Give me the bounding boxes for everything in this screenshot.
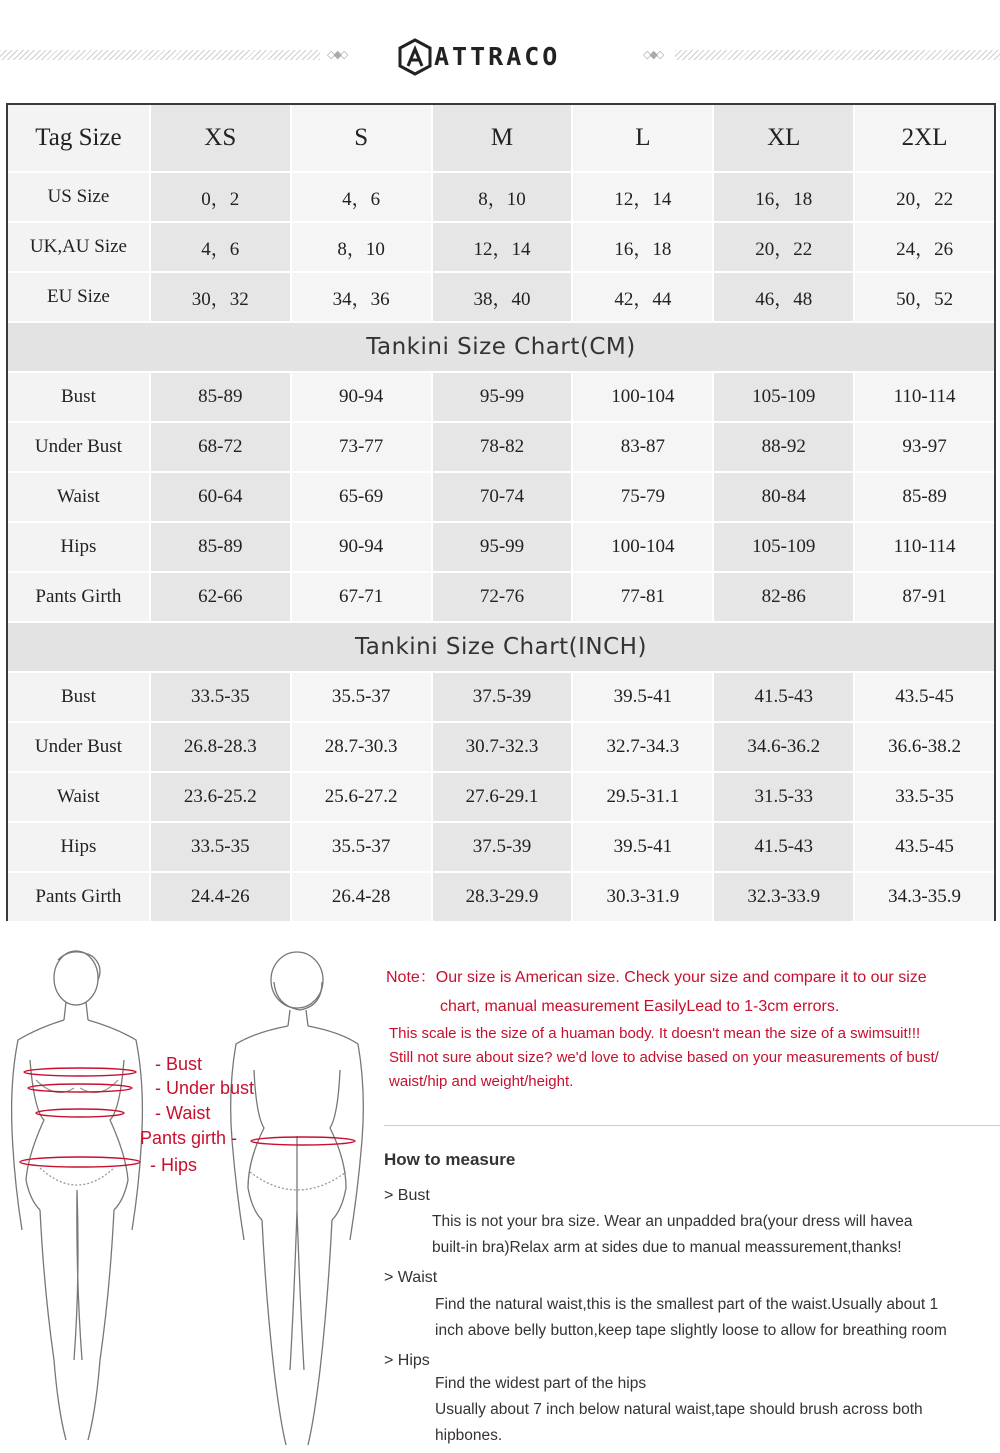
table-cell: 30，32 [149,273,290,321]
table-cell: 50，52 [853,273,994,321]
table-row [8,571,994,621]
header-cell-xl: XL [712,105,853,171]
header-cell-s: S [290,105,431,171]
brand-logo [398,36,603,76]
table-cell: 62-66 [149,573,290,621]
table-cell: 43.5-45 [853,673,994,721]
scale-note [389,1022,999,1094]
table-cell: 23.6-25.2 [149,773,290,821]
table-cell: 67-71 [290,573,431,621]
header-cell-2xl: 2XL [853,105,994,171]
table-cell: 34.6-36.2 [712,723,853,771]
howto-hips-line-3: hipbones. [435,1427,503,1444]
table-cell: 20，22 [712,223,853,271]
label-hips: - Hips [150,1155,198,1175]
table-cell: 80-84 [712,473,853,521]
table-cell: 39.5-41 [571,673,712,721]
row-label: Under Bust [8,423,149,471]
divider [384,1125,1000,1126]
table-cell: 20，22 [853,173,994,221]
table-cell: 31.5-33 [712,773,853,821]
table-row [8,221,994,271]
table-cell: 16，18 [571,223,712,271]
table-cell: 110-114 [853,523,994,571]
table-cell: 87-91 [853,573,994,621]
table-cell: 16，18 [712,173,853,221]
size-note [386,963,991,1021]
table-cell: 90-94 [290,373,431,421]
row-label: Under Bust [8,723,149,771]
howto-waist-line-2: inch above belly button,keep tape slightly loose to allow for breathing room [435,1322,947,1339]
table-cell: 95-99 [431,523,572,571]
table-cell: 46，48 [712,273,853,321]
note-line-1: Note：Our size is American size. Check your size and compare it to our size [386,969,927,986]
header-hatch-right [675,50,1000,60]
table-cell: 30.3-31.9 [571,873,712,921]
table-cell: 95-99 [431,373,572,421]
howto-hips-line-1: Find the widest part of the hips [435,1375,647,1392]
table-cell: 85-89 [149,373,290,421]
table-cell: 29.5-31.1 [571,773,712,821]
table-cell: 30.7-32.3 [431,723,572,771]
table-cell: 34.3-35.9 [853,873,994,921]
header-cell-tag-size: Tag Size [8,105,149,171]
table-cell: 37.5-39 [431,673,572,721]
row-label: Bust [8,373,149,421]
header-cell-xs: XS [149,105,290,171]
label-waist: - Waist [155,1103,211,1123]
table-cell: 85-89 [853,473,994,521]
table-cell: 0，2 [149,173,290,221]
size-chart-table [6,103,996,921]
table-cell: 35.5-37 [290,823,431,871]
how-to-measure-title: How to measure [384,1150,516,1169]
table-cell: 93-97 [853,423,994,471]
howto-waist-line-1: Find the natural waist,this is the smallest part of the waist.Usually about 1 [435,1296,939,1313]
table-row [8,721,994,771]
table-cell: 43.5-45 [853,823,994,871]
table-cell: 28.7-30.3 [290,723,431,771]
row-label: Bust [8,673,149,721]
table-cell: 88-92 [712,423,853,471]
table-row [8,821,994,871]
table-cell: 100-104 [571,373,712,421]
table-cell: 82-86 [712,573,853,621]
table-cell: 12，14 [571,173,712,221]
table-cell: 105-109 [712,373,853,421]
table-cell: 73-77 [290,423,431,471]
table-cell: 28.3-29.9 [431,873,572,921]
table-cell: 4，6 [149,223,290,271]
header-hatch-left [0,50,320,60]
brand-logo-icon [398,38,432,76]
table-cell: 42，44 [571,273,712,321]
table-cell: 34，36 [290,273,431,321]
table-cell: 24，26 [853,223,994,271]
table-row [8,421,994,471]
body-measurement-figure [0,940,385,1453]
section-title-inch: Tankini Size Chart(INCH) [8,621,994,671]
diamond-ornament-left: ◇◆◇ [327,49,347,61]
note-line-2: chart, manual measurement EasilyLead to 1-3cm errors. [440,998,840,1015]
table-cell: 78-82 [431,423,572,471]
label-bust: - Bust [155,1054,203,1074]
table-row [8,371,994,421]
table-cell: 100-104 [571,523,712,571]
brand-header [0,0,1000,100]
howto-waist-heading: > Waist [384,1269,438,1286]
row-label: Pants Girth [8,573,149,621]
table-cell: 26.8-28.3 [149,723,290,771]
brand-logo-text: ATTRACO [434,42,561,71]
row-label: Hips [8,823,149,871]
table-row [8,271,994,321]
table-cell: 41.5-43 [712,673,853,721]
table-cell: 33.5-35 [853,773,994,821]
table-cell: 110-114 [853,373,994,421]
howto-bust-text [432,1209,912,1261]
howto-bust-line-1: This is not your bra size. Wear an unpadded bra(your dress will havea [432,1213,913,1230]
row-label: Hips [8,523,149,571]
row-label: Waist [8,473,149,521]
row-label: UK,AU Size [8,223,149,271]
table-row [8,471,994,521]
table-cell: 39.5-41 [571,823,712,871]
table-cell: 33.5-35 [149,823,290,871]
table-cell: 33.5-35 [149,673,290,721]
table-cell: 83-87 [571,423,712,471]
howto-bust-line-2: built-in bra)Relax arm at sides due to manual meassurement,thanks! [432,1239,902,1256]
table-row [8,171,994,221]
diamond-ornament-right: ◇◆◇ [643,49,663,61]
howto-hips-heading: > Hips [384,1352,430,1369]
table-cell: 32.7-34.3 [571,723,712,771]
table-cell: 60-64 [149,473,290,521]
table-cell: 12，14 [431,223,572,271]
table-cell: 90-94 [290,523,431,571]
scale-line-3: waist/hip and weight/height. [389,1073,574,1090]
table-cell: 72-76 [431,573,572,621]
table-cell: 38，40 [431,273,572,321]
header-cell-m: M [431,105,572,171]
table-cell: 75-79 [571,473,712,521]
table-row [8,671,994,721]
body-outline-illustration [0,940,385,1453]
table-cell: 8，10 [431,173,572,221]
table-cell: 37.5-39 [431,823,572,871]
howto-hips-line-2: Usually about 7 inch below natural waist,tape should brush across both [435,1401,923,1418]
table-cell: 65-69 [290,473,431,521]
table-cell: 8，10 [290,223,431,271]
table-cell: 105-109 [712,523,853,571]
label-under-bust: - Under bust [155,1078,255,1098]
header-cell-l: L [571,105,712,171]
howto-hips-text [435,1371,923,1449]
table-cell: 32.3-33.9 [712,873,853,921]
row-label: EU Size [8,273,149,321]
section-title-cm: Tankini Size Chart(CM) [8,321,994,371]
table-cell: 70-74 [431,473,572,521]
table-cell: 25.6-27.2 [290,773,431,821]
table-row [8,771,994,821]
row-label: US Size [8,173,149,221]
table-cell: 35.5-37 [290,673,431,721]
howto-waist-text [435,1292,947,1344]
scale-line-2: Still not sure about size? we'd love to advise based on your measurements of bust/ [389,1049,939,1066]
scale-line-1: This scale is the size of a huaman body. It doesn't mean the size of a swimsuit!!! [389,1025,921,1042]
table-cell: 77-81 [571,573,712,621]
table-cell: 36.6-38.2 [853,723,994,771]
table-cell: 41.5-43 [712,823,853,871]
table-cell: 4，6 [290,173,431,221]
row-label: Pants Girth [8,873,149,921]
table-cell: 24.4-26 [149,873,290,921]
table-cell: 26.4-28 [290,873,431,921]
table-row [8,871,994,921]
table-cell: 27.6-29.1 [431,773,572,821]
table-cell: 68-72 [149,423,290,471]
row-label: Waist [8,773,149,821]
howto-bust-heading: > Bust [384,1187,430,1204]
label-pants-girth: Pants girth - [140,1128,238,1148]
table-row [8,521,994,571]
table-cell: 85-89 [149,523,290,571]
table-header-row [8,105,994,171]
